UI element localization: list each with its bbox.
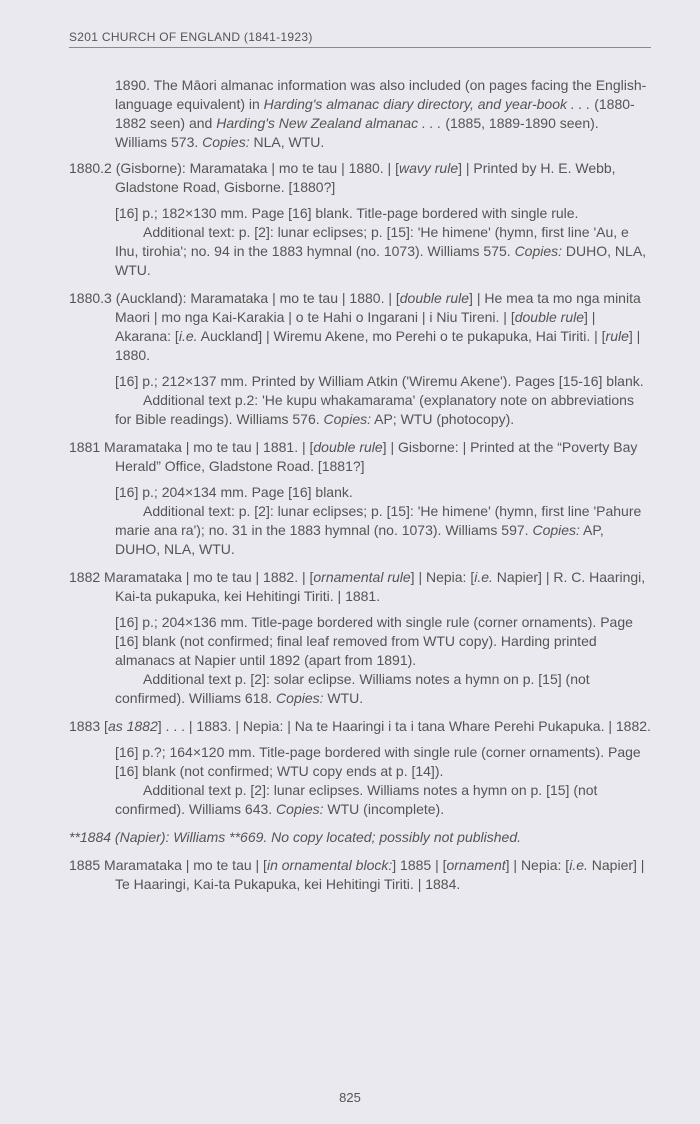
editorial-note: double rule xyxy=(514,309,585,325)
title-italic: Harding's New Zealand almanac . . . xyxy=(216,115,442,131)
entry-1880-2 xyxy=(69,159,651,280)
text: Additional text p. [2]: solar eclipse. Williams notes a hymn on p. [15] (not confirmed). Williams 618. xyxy=(115,671,590,706)
entry-1882 xyxy=(69,568,651,708)
page-number: 825 xyxy=(339,1090,361,1105)
copies-label: Copies: xyxy=(532,522,580,538)
text: (1880-1882 seen) and xyxy=(115,96,635,131)
entry-1880-3 xyxy=(69,289,651,429)
entry-label: 1882 xyxy=(69,569,101,585)
entry-1881 xyxy=(69,438,651,559)
running-head: S201 CHURCH OF ENGLAND (1841-1923) xyxy=(69,30,651,48)
description: [16] p.; 204×136 mm. Title-page bordered with single rule (corner ornaments). Page [16] blank (not confirmed; final leaf removed from WTU copy). Harding printed almanacs at Napier until 1892 (apart from 1891). xyxy=(115,614,633,668)
entry-title xyxy=(69,289,651,365)
text: WTU (incomplete). xyxy=(323,801,445,817)
description: [16] p.?; 164×120 mm. Title-page bordered with single rule (corner ornaments). Page [16] blank (not confirmed; WTU copy ends at p. [14]). xyxy=(115,744,641,779)
text: ] | Gisborne: | Printed at the “Poverty Bay Herald” Office, Gladstone Road. [1881?] xyxy=(115,439,638,474)
editorial-note: double rule xyxy=(399,290,470,306)
entry-label: 1881 xyxy=(69,439,101,455)
description: [16] p.; 204×134 mm. Page [16] blank. xyxy=(115,484,353,500)
entry-label: 1880.2 xyxy=(69,160,112,176)
title-italic: Harding's almanac diary directory, and year-book . . . xyxy=(263,96,591,112)
entry-1885 xyxy=(69,856,651,894)
copies-label: Copies: xyxy=(514,243,563,259)
copies-label: Copies: xyxy=(276,801,324,817)
editorial-note: rule xyxy=(605,328,629,344)
entry-title xyxy=(69,856,651,894)
text: Additional text p.2: 'He kupu whakamarama' (explanatory note on abbreviations for Bible readings). Williams 576. xyxy=(115,392,634,427)
text: ] | 1880. xyxy=(115,328,641,363)
editorial-note: i.e. xyxy=(569,857,588,873)
entry-1883 xyxy=(69,717,651,819)
additional-text xyxy=(69,502,651,559)
text: DUHO, NLA, WTU. xyxy=(115,243,647,278)
text: AP; WTU (photocopy). xyxy=(371,411,515,427)
text: WTU. xyxy=(323,690,364,706)
text: AP, DUHO, NLA, WTU. xyxy=(115,522,604,557)
editorial-note: ornamental rule xyxy=(313,569,411,585)
entry-label: 1880.3 xyxy=(69,290,112,306)
editorial-note: in ornamental block: xyxy=(266,857,393,873)
text: ] | He mea ta mo nga minita Maori | mo nga Kai-Karakia | o te Hahi o Ingarani | i Niu Tireni. | [ xyxy=(115,290,641,325)
text: ] | Nepia: [ xyxy=(410,569,475,585)
editorial-note: wavy rule xyxy=(398,160,459,176)
text: Additional text p. [2]: lunar eclipses. Williams notes a hymn on p. [15] (not confirmed). Williams 643. xyxy=(115,782,598,817)
entry-title xyxy=(69,568,651,606)
text: ] . . . | 1883. | Nepia: | Na te Haaringi i ta i tana Whare Perehi Pukapuka. | 1882. xyxy=(157,718,651,734)
text: ] | Printed by H. E. Webb, Gladstone Road, Gisborne. [1880?] xyxy=(115,160,616,195)
additional-text xyxy=(69,781,651,819)
additional-text xyxy=(69,223,651,280)
text: (Auckland): Maramataka | mo te tau | 1880. | [ xyxy=(115,290,400,306)
entry-title xyxy=(69,717,651,736)
entry-1884-note: **1884 (Napier): Williams **669. No copy located; possibly not published. xyxy=(69,829,521,845)
entry-label: 1883 xyxy=(69,718,101,734)
continuation-entry xyxy=(69,76,651,152)
copies-label: Copies: xyxy=(323,411,371,427)
text: Napier] | Te Haaringi, Kai-ta Pukapuka, kei Hehitingi Tiriti. | 1884. xyxy=(115,857,645,892)
editorial-note: double rule xyxy=(313,439,383,455)
text: ] | Akarana: [ xyxy=(115,309,596,344)
editorial-note: i.e. xyxy=(178,328,198,344)
text: Auckland] | Wiremu Akene, mo Perehi o te pukapuka, Hai Tiriti. | [ xyxy=(197,328,606,344)
entry-title xyxy=(69,438,651,476)
entry-title xyxy=(69,159,651,197)
text: Additional text: p. [2]: lunar eclipses; p. [15]: 'He himene' (hymn, first line 'Pahure marie ana ra'); no. 31 in the 1883 hymnal (no. 1073). Williams 597. xyxy=(115,503,642,538)
entry-label: 1885 xyxy=(69,857,101,873)
additional-text xyxy=(69,670,651,708)
text: Maramataka | mo te tau | 1882. | [ xyxy=(104,569,314,585)
page-body xyxy=(69,76,651,903)
text: Maramataka | mo te tau | [ xyxy=(104,857,267,873)
editorial-note: ornament xyxy=(446,857,506,873)
text: (Gisborne): Maramataka | mo te tau | 1880. | [ xyxy=(115,160,399,176)
text: [ xyxy=(104,718,108,734)
continuation-text xyxy=(115,76,651,152)
text: NLA, WTU. xyxy=(249,134,325,150)
text: Napier] | R. C. Haaringi, Kai-ta pukapuka, kei Hehitingi Tiriti. | 1881. xyxy=(115,569,646,604)
description: [16] p.; 182×130 mm. Page [16] blank. Title-page bordered with single rule. xyxy=(115,205,579,221)
text: (1885, 1889-1890 seen). Williams 573. xyxy=(115,115,599,150)
description: [16] p.; 212×137 mm. Printed by William Atkin ('Wiremu Akene'). Pages [15-16] blank. xyxy=(115,373,644,389)
text: ] | Nepia: [ xyxy=(505,857,570,873)
additional-text xyxy=(69,391,651,429)
editorial-note: as 1882 xyxy=(107,718,158,734)
text: Additional text: p. [2]: lunar eclipses; p. [15]: 'He himene' (hymn, first line 'Au, e Ihu, tirohia'; no. 94 in the 1883 hymnal (no. 1073). Williams 575. xyxy=(115,224,629,259)
text: 1890. The Māori almanac information was also included (on pages facing the English-language equivalent) in xyxy=(115,77,647,112)
copies-label: Copies: xyxy=(276,690,324,706)
text: ] 1885 | [ xyxy=(392,857,447,873)
editorial-note: i.e. xyxy=(474,569,493,585)
copies-label: Copies: xyxy=(202,134,250,150)
text: Maramataka | mo te tau | 1881. | [ xyxy=(104,439,314,455)
